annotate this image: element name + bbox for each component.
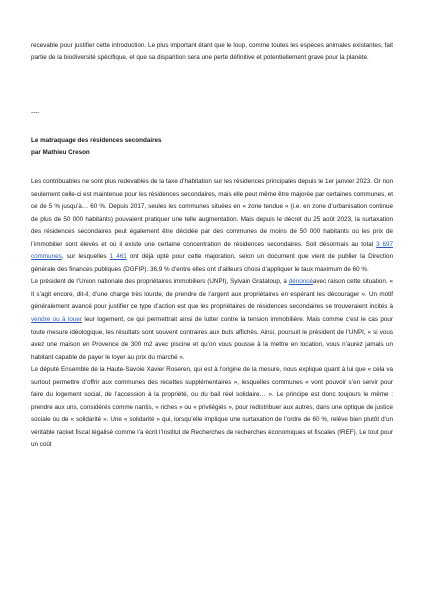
paragraph-2 xyxy=(31,276,393,364)
paragraph-1-text-c: ont déjà opté pour cette majoration, selon un document que vient de publier la Direction générale des finances publiques (DGFIP). 36,9 % d’entre elles ont d’ailleurs choisi d’appliquer le taux maximum de 60 %. xyxy=(31,253,394,273)
paragraph-3: Le député Ensemble de la Haute-Savoie Xavier Roseren, qui est à l’origine de la mesure, nous explique quant à lui que « cela va surtout permettre d’offrir aux communes des recettes supplémentaires », lesquelles communes « vont pouvoir s’en servir pour faire du logement social, de l’accession à la propriété, ou du bail réel solidaire… ». Le principe est donc toujours le même : prendre aux uns, considérés comme nantis, « riches » ou « privilégiés », pour redistribuer aux autres, dans une optique de justice sociale ou de « solidarité ». Une « solidarité » qui, lorsqu’elle implique une surtaxation de l’ordre de 60 %, relève bien plutôt d’un véritable racket fiscal légalisé comme l’a écrit l’Institut de Recherches de recherches économiques et fiscales (IREF). Le tout pour un coût xyxy=(31,366,393,449)
paragraph-1-text-b: , sur lesquelles xyxy=(61,253,110,261)
article-heading xyxy=(31,135,162,158)
link-vendre-ou-louer: vendre ou à louer xyxy=(31,316,82,324)
paragraph-2-text-c: leur logement, ce qui permettrait ainsi de lutter contre la tension immobilière. Mais comme c’est le cas pour toute mesure idéologique, les résultats sont souvent contraires aux buts affichés. Ainsi, poursuit le président de l’UNPI, « si vous avez une maison en Provence de 300 m2 avec piscine et qu’on vous pousse à la mettre en location, vous n’aurez jamais un habitant capable de payer le loyer au prix du marché ». xyxy=(31,316,393,361)
section-separator: ---- xyxy=(31,109,40,116)
link-1461: 1 461 xyxy=(109,253,127,261)
paragraph-2-text-b: avec raison cette situation. « Il s’agit encore, dit-il, d’une charge très lourde, de prendre de l’argent aux propriétaires en espérant les décourager ». Un motif généralement avancé pour justifier ce type d’action est que les propriétaires de résidences secondaires se trouveraient incités à xyxy=(31,278,393,311)
link-3697-communes: 3 697 communes xyxy=(31,240,393,261)
paragraph-1-text-a: Les contribuables ne sont plus redevables de la taxe d’habitation sur les résidences principales depuis le 1er janvier 2023. Or non seulement celle-ci est maintenue pour les résidences secondaires, mais elle peut même être majorée par certaines communes, et ce de 5 % jusqu’à… 60 %. Depuis 2017, seules les communes situées en « zone tendue » (i.e. en zone d’urbanisation continue de plus de 50 000 habitants) pouvaient pratiquer une telle augmentation. Mais depuis le décret du 25 août 2023, la surtaxation des résidences secondaires peut également être décidée par des communes de moins de 50 000 habitants où les prix de l’immobilier sont élevés et où il existe une certaine concentration de résidences secondaires. Soit désormais au total xyxy=(31,178,393,248)
article-title: Le matraquage des résidences secondaires xyxy=(31,137,162,144)
paragraph-1 xyxy=(31,176,393,276)
paragraph-2-text-a: Le président de l’Union nationale des propriétaires immobiliers (UNPI), Sylvain Grataloup, a xyxy=(31,278,289,286)
link-denonce: dénoncé xyxy=(288,278,313,286)
article-body xyxy=(31,176,393,452)
article-byline: par Mathieu Creson xyxy=(31,148,90,156)
intro-paragraph: recevable pour justifier cette introduction. Le plus important étant que le loup, comme toutes les espèces animales existantes, fait partie de la biodiversité spécifique, et que sa disparition sera une perte définitive et potentiellement grave pour la planète. xyxy=(31,42,393,62)
